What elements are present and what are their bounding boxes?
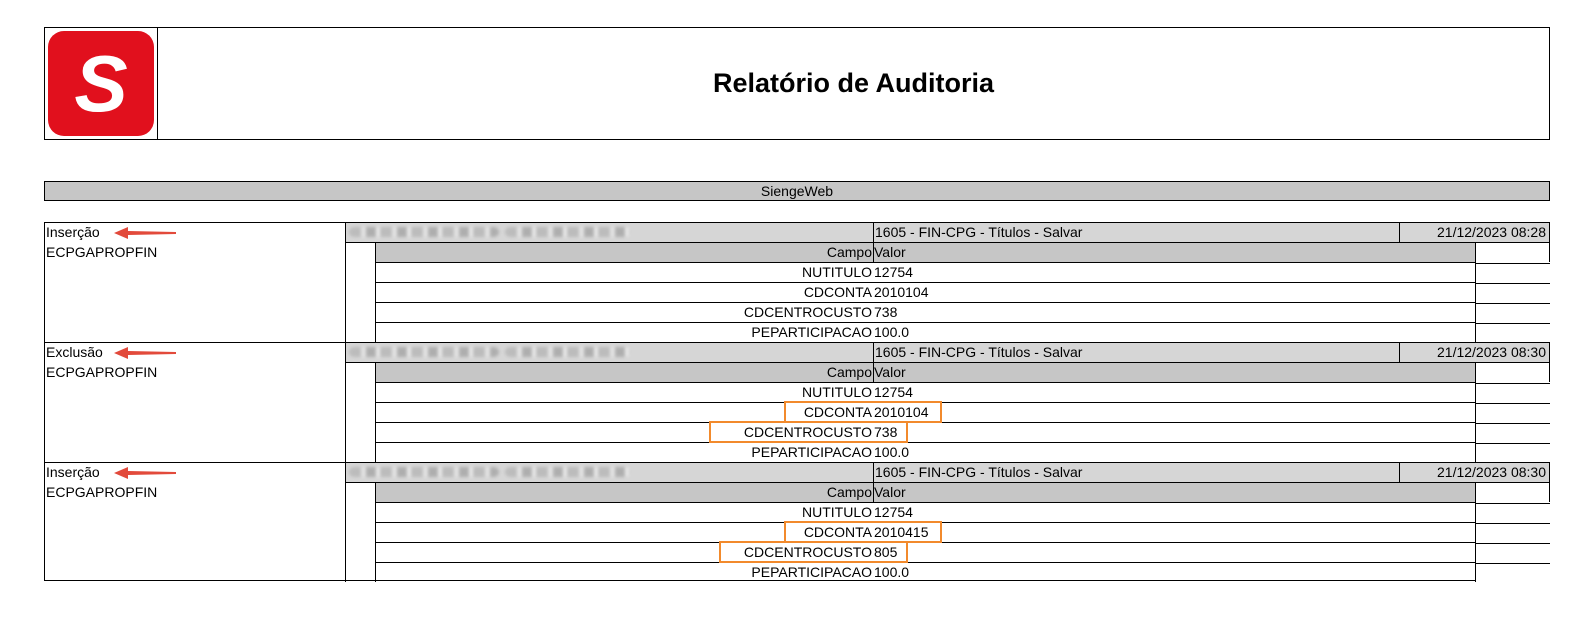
field-row-divider — [375, 502, 1475, 503]
field-name: PEPARTICIPACAO — [751, 444, 872, 460]
trailing-row-divider — [1475, 523, 1550, 524]
user-column-divider — [345, 342, 346, 462]
table-right-border — [1549, 342, 1550, 382]
action-column-divider — [873, 462, 874, 502]
action-label: 1605 - FIN-CPG - Títulos - Salvar — [875, 344, 1083, 360]
field-name: CDCONTA — [803, 284, 872, 300]
action-column-divider — [873, 342, 874, 382]
user-column-divider — [345, 462, 346, 582]
field-value: 805 — [874, 544, 898, 560]
field-name: PEPARTICIPACAO — [751, 324, 872, 340]
field-value: 100.0 — [874, 564, 910, 580]
field-value: 2010104 — [874, 404, 929, 420]
table-name: ECPGAPROPFIN — [46, 364, 158, 380]
operation-label: Inserção — [46, 464, 100, 480]
field-value: 2010415 — [874, 524, 929, 540]
left-arrow-icon — [114, 226, 176, 240]
report-title: Relatório de Auditoria — [712, 68, 995, 98]
change-highlight-box — [784, 401, 942, 423]
trailing-row-divider — [1475, 543, 1550, 544]
left-arrow-icon — [114, 346, 176, 360]
user-fullname-redacted — [505, 227, 630, 237]
action-label: 1605 - FIN-CPG - Títulos - Salvar — [875, 224, 1083, 240]
date-column-divider — [1399, 462, 1400, 482]
table-left-border — [44, 222, 45, 581]
trailing-row-divider — [1475, 303, 1550, 304]
field-value: 738 — [874, 304, 898, 320]
user-fullname-redacted — [505, 467, 630, 477]
table-name: ECPGAPROPFIN — [46, 484, 158, 500]
field-name: NUTITULO — [802, 264, 872, 280]
user-name-redacted — [349, 467, 499, 477]
field-column-header: Campo — [826, 484, 872, 500]
trailing-row-divider — [1475, 563, 1550, 564]
trailing-row-divider — [1475, 263, 1550, 264]
header-bottom-border — [345, 242, 1550, 243]
value-column-header: Valor — [874, 244, 906, 260]
table-bottom-border — [44, 580, 1475, 581]
block-top-border — [44, 342, 1550, 343]
field-row-divider — [375, 382, 1475, 383]
table-right-border — [1549, 222, 1550, 262]
field-row-divider — [375, 442, 1475, 443]
field-column-header: Campo — [826, 364, 872, 380]
subtable-right-border — [1475, 482, 1476, 582]
system-name-bar: SiengeWeb — [44, 181, 1550, 201]
field-value: 738 — [874, 424, 898, 440]
audit-table — [44, 222, 1550, 581]
field-name: CDCENTROCUSTO — [743, 304, 872, 320]
field-column-header: Campo — [826, 244, 872, 260]
field-row-divider — [375, 322, 1475, 323]
subtable-left-border — [375, 482, 376, 582]
field-name: CDCENTROCUSTO — [743, 424, 872, 440]
left-arrow-icon — [114, 466, 176, 480]
field-value: 2010104 — [874, 284, 929, 300]
trailing-row-divider — [1475, 383, 1550, 384]
user-name-redacted — [349, 347, 499, 357]
field-row-divider — [375, 562, 1475, 563]
date-column-divider — [1399, 342, 1400, 362]
field-name: NUTITULO — [802, 384, 872, 400]
action-column-divider — [873, 222, 874, 262]
field-value: 12754 — [874, 504, 913, 520]
operation-label: Inserção — [46, 224, 100, 240]
block-top-border — [44, 462, 1550, 463]
date-column-divider — [1399, 222, 1400, 242]
subtable-right-border — [1475, 362, 1476, 462]
trailing-row-divider — [1475, 423, 1550, 424]
field-name: CDCONTA — [803, 524, 872, 540]
user-fullname-redacted — [505, 347, 630, 357]
field-row-divider — [375, 282, 1475, 283]
field-value: 100.0 — [874, 444, 910, 460]
trailing-row-divider — [1475, 403, 1550, 404]
value-column-header: Valor — [874, 364, 906, 380]
field-value: 100.0 — [874, 324, 910, 340]
subtable-left-border — [375, 362, 376, 462]
field-name: PEPARTICIPACAO — [751, 564, 872, 580]
report-header — [44, 27, 1550, 140]
subtable-left-border — [375, 242, 376, 342]
datetime-label: 21/12/2023 08:30 — [1437, 464, 1546, 480]
header-bottom-border — [345, 482, 1550, 483]
change-highlight-box — [719, 541, 908, 563]
datetime-label: 21/12/2023 08:28 — [1437, 224, 1546, 240]
field-value: 12754 — [874, 264, 913, 280]
trailing-row-divider — [1475, 323, 1550, 324]
field-name: CDCENTROCUSTO — [743, 544, 872, 560]
change-highlight-box — [709, 421, 908, 443]
trailing-row-divider — [1475, 283, 1550, 284]
header-bottom-border — [345, 362, 1550, 363]
change-highlight-box — [784, 521, 942, 543]
subtable-right-border — [1475, 242, 1476, 342]
trailing-row-divider — [1475, 503, 1550, 504]
operation-label: Exclusão — [46, 344, 103, 360]
logo-cell — [45, 28, 158, 139]
field-row-divider — [375, 302, 1475, 303]
field-name: CDCONTA — [803, 404, 872, 420]
action-label: 1605 - FIN-CPG - Títulos - Salvar — [875, 464, 1083, 480]
user-name-redacted — [349, 227, 499, 237]
sienge-logo: S — [48, 31, 154, 136]
block-top-border — [44, 222, 1550, 223]
field-row-divider — [375, 262, 1475, 263]
field-name: NUTITULO — [802, 504, 872, 520]
value-column-header: Valor — [874, 484, 906, 500]
user-column-divider — [345, 222, 346, 342]
table-right-border — [1549, 462, 1550, 502]
field-value: 12754 — [874, 384, 913, 400]
table-name: ECPGAPROPFIN — [46, 244, 158, 260]
trailing-row-divider — [1475, 443, 1550, 444]
datetime-label: 21/12/2023 08:30 — [1437, 344, 1546, 360]
